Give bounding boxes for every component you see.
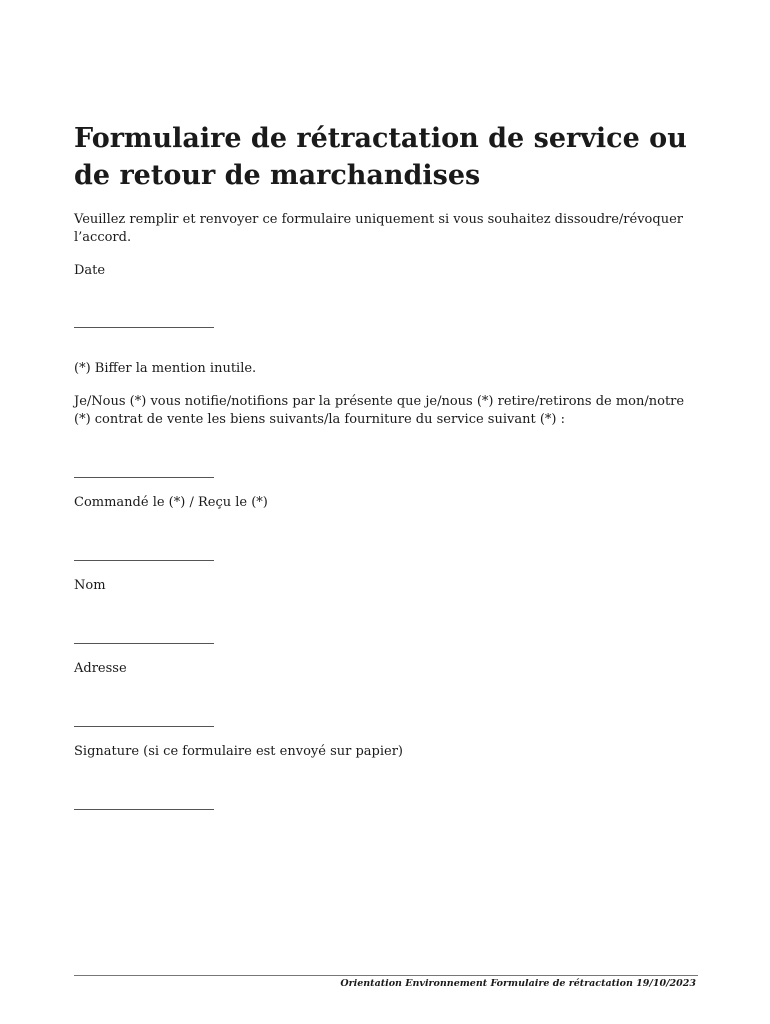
signature-label: Signature (si ce formulaire est envoyé sur papier) [74,744,403,759]
footer-text: Orientation Environnement Formulaire de rétractation 19/10/2023 [340,978,696,989]
ordered-signature-line [74,560,214,561]
date-label: Date [74,263,106,278]
statement-text: Je/Nous (*) vous notifie/notifions par la présente que je/nous (*) retire/retirons de mon/notre (*) contrat de vente les biens suivants/la fourniture du service suivant (*) : [74,394,685,427]
footer-divider [74,975,698,976]
items-signature-line [74,477,214,478]
note-text: (*) Biffer la mention inutile. [74,361,257,376]
date-signature-line [74,327,214,328]
ordered-label: Commandé le (*) / Reçu le (*) [74,495,268,510]
name-signature-line [74,643,214,644]
document-page [74,0,698,1024]
intro-text: Veuillez remplir et renvoyer ce formulaire uniquement si vous souhaitez dissoudre/révoquer l’accord. [74,212,683,245]
signature-line [74,809,214,810]
address-label: Adresse [74,661,127,676]
name-label: Nom [74,578,106,593]
address-signature-line [74,726,214,727]
document-title: Formulaire de rétractation de service ou de retour de marchandises [74,123,687,191]
